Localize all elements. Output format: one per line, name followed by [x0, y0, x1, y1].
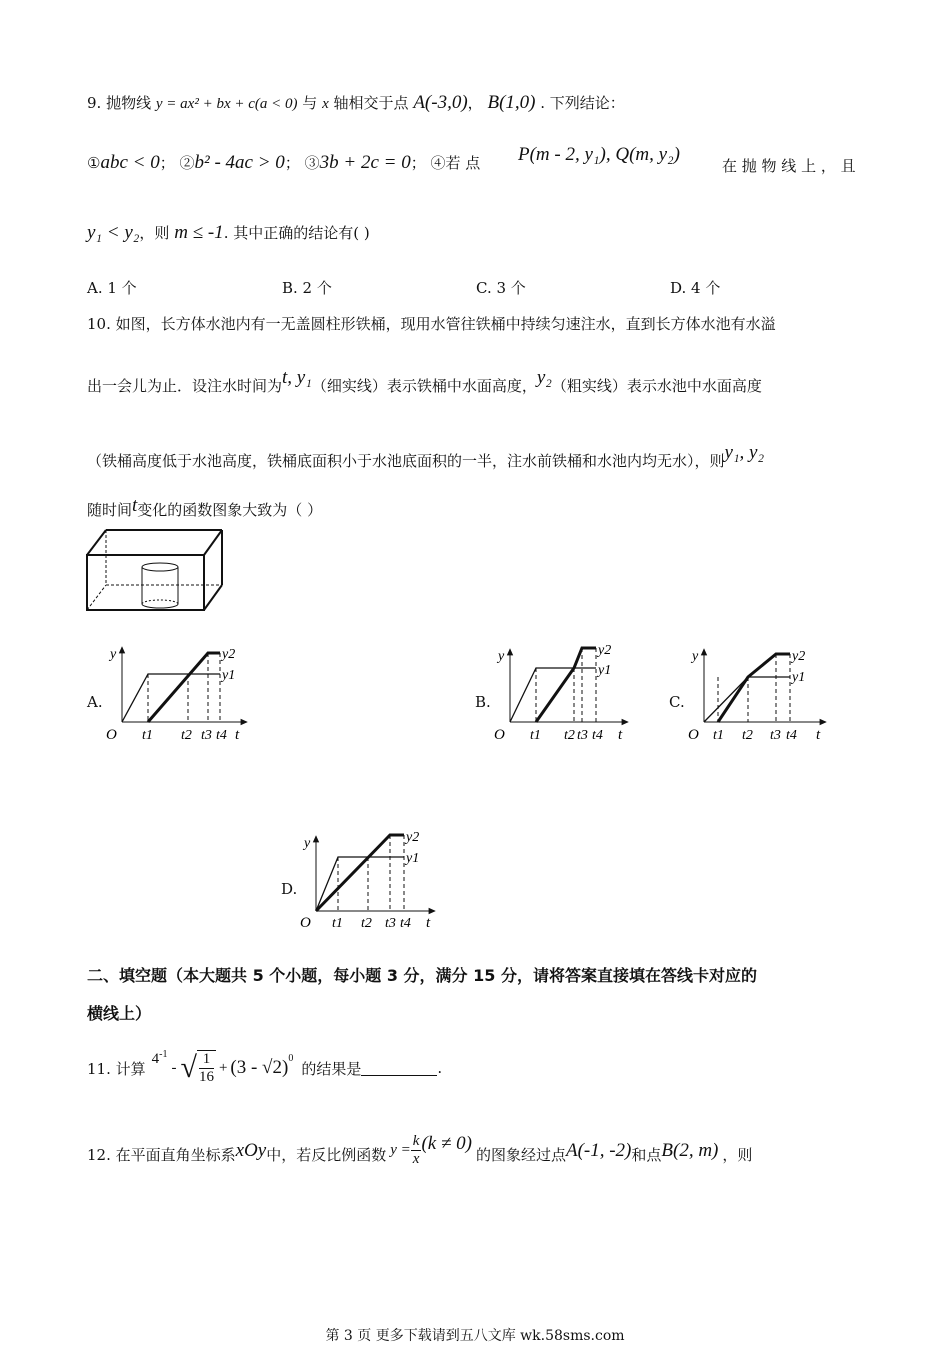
- t1-label: t1: [332, 916, 343, 931]
- q9-option-a[interactable]: A. 1 个: [87, 279, 137, 297]
- q9-point-a: A(-3,0): [413, 92, 468, 113]
- q12-line: 12. 在平面直角坐标系 xOy 中，若反比例函数 y = $\frac{k}{x}$ (k ≠ 0) 的图象经过点 A(-1, -2) 和点 B(2, m) ，则: [87, 1132, 753, 1167]
- graph-option-c[interactable]: [686, 643, 836, 745]
- q9-option-c[interactable]: C. 3 个: [476, 279, 526, 297]
- y1-label: y1: [406, 851, 420, 866]
- graph-option-a[interactable]: [104, 643, 254, 745]
- q10-line1: 10. 如图，长方体水池内有一无盖圆柱形铁桶，现用水管往铁桶中持续匀速注水，直到长方体水池有水溢: [87, 315, 776, 333]
- y2-label: y2: [222, 647, 236, 662]
- q9-line2-tail: 在 抛 物 线 上 ， 且: [722, 157, 856, 175]
- t2-label: t2: [181, 728, 192, 743]
- q9-line3: y₁ < y₂，则 m ≤ -1. 其中正确的结论有( ): [87, 222, 370, 243]
- axis-y-label: y: [498, 649, 505, 664]
- section2-heading-line1: 二、填空题（本大题共 5 个小题，每小题 3 分，满分 15 分，请将答案直接填在答线卡对应的: [87, 966, 757, 985]
- q11-line: 11. 计算 $4^{-1}$ - √ $\frac{1}{16}$ + (3 - √2) $^0$ 的结果是 .: [87, 1048, 443, 1085]
- origin-label: O: [688, 727, 699, 743]
- y1-label: y1: [598, 663, 612, 678]
- axis-t-label: t: [426, 915, 431, 931]
- graph-option-b-label[interactable]: B.: [475, 693, 491, 711]
- graph-option-d[interactable]: [298, 830, 448, 932]
- t3-label: t3: [577, 728, 588, 743]
- q9-line2: ①abc < 0； ②b² - 4ac > 0； ③3b + 2c = 0； ④若 点: [87, 152, 481, 173]
- t3-label: t3: [201, 728, 212, 743]
- t4-label: t4: [216, 728, 227, 743]
- q10-line3: （铁桶高度低于水池高度，铁桶底面积小于水池底面积的一半，注水前铁桶和水池内均无水），则y₁, y₂: [87, 442, 765, 470]
- q9-conclusion-3: 3b + 2c = 0: [319, 152, 411, 173]
- y2-label: y2: [598, 643, 612, 658]
- origin-label: O: [106, 727, 117, 743]
- axis-y-label: y: [304, 836, 311, 851]
- t2-label: t2: [564, 728, 575, 743]
- t4-label: t4: [786, 728, 797, 743]
- sqrt-symbol: √: [180, 1051, 197, 1084]
- page-footer: 第 3 页 更多下载请到五八文库 wk.58sms.com: [325, 1328, 625, 1344]
- t2-label: t2: [361, 916, 372, 931]
- graph-option-c-label[interactable]: C.: [669, 693, 685, 711]
- q9-points-pq: P(m - 2, y₁), Q(m, y₂): [518, 144, 680, 165]
- axis-y-label: y: [692, 649, 699, 664]
- y2-label: y2: [406, 830, 420, 845]
- t4-label: t4: [592, 728, 603, 743]
- axis-t-label: t: [816, 727, 821, 743]
- section2-heading-line2: 横线上）: [87, 1004, 152, 1023]
- tank-figure: [84, 527, 229, 617]
- t3-label: t3: [385, 916, 396, 931]
- axis-t-label: t: [235, 727, 240, 743]
- q12-point-a: A(-1, -2): [565, 1140, 632, 1161]
- t1-label: t1: [142, 728, 153, 743]
- t3-label: t3: [770, 728, 781, 743]
- axis-y-label: y: [110, 647, 117, 662]
- t2-label: t2: [742, 728, 753, 743]
- q9-point-b: B(1,0): [487, 92, 536, 113]
- y1-label: y1: [792, 670, 806, 685]
- origin-label: O: [494, 727, 505, 743]
- graph-option-b[interactable]: [492, 643, 642, 745]
- graph-option-d-label[interactable]: D.: [281, 880, 298, 898]
- y2-label: y2: [792, 649, 806, 664]
- graph-option-a-label[interactable]: A.: [87, 693, 103, 711]
- q9-conclusion-1: abc < 0: [100, 152, 160, 173]
- q9-function: y = ax² + bx + c(a < 0): [155, 96, 298, 112]
- q11-fraction: $\frac{1}{16}$: [198, 1051, 214, 1085]
- q10-line2: 出一会儿为止．设注水时间为t, y₁（细实线）表示铁桶中水面高度，y₂（粗实线）表示水池中水面高度: [87, 367, 762, 395]
- t4-label: t4: [400, 916, 411, 931]
- q9-line1: 9. 抛物线 y = ax² + bx + c(a < 0) 与 x 轴相交于点 A(-3,0)， B(1,0) . 下列结论：: [87, 92, 625, 113]
- q12-point-b: B(2, m): [661, 1140, 719, 1161]
- origin-label: O: [300, 915, 311, 931]
- q12-fraction: $\frac{k}{x}$: [412, 1132, 420, 1167]
- q9-option-b[interactable]: B. 2 个: [282, 279, 332, 297]
- q9-conclusion-2: b² - 4ac > 0: [194, 152, 285, 173]
- t1-label: t1: [530, 728, 541, 743]
- axis-t-label: t: [618, 727, 623, 743]
- q11-answer-blank[interactable]: [361, 1061, 437, 1076]
- q10-line4: 随时间t变化的函数图象大致为（ ）: [87, 495, 323, 519]
- y1-label: y1: [222, 668, 236, 683]
- t1-label: t1: [713, 728, 724, 743]
- q9-option-d[interactable]: D. 4 个: [670, 279, 721, 297]
